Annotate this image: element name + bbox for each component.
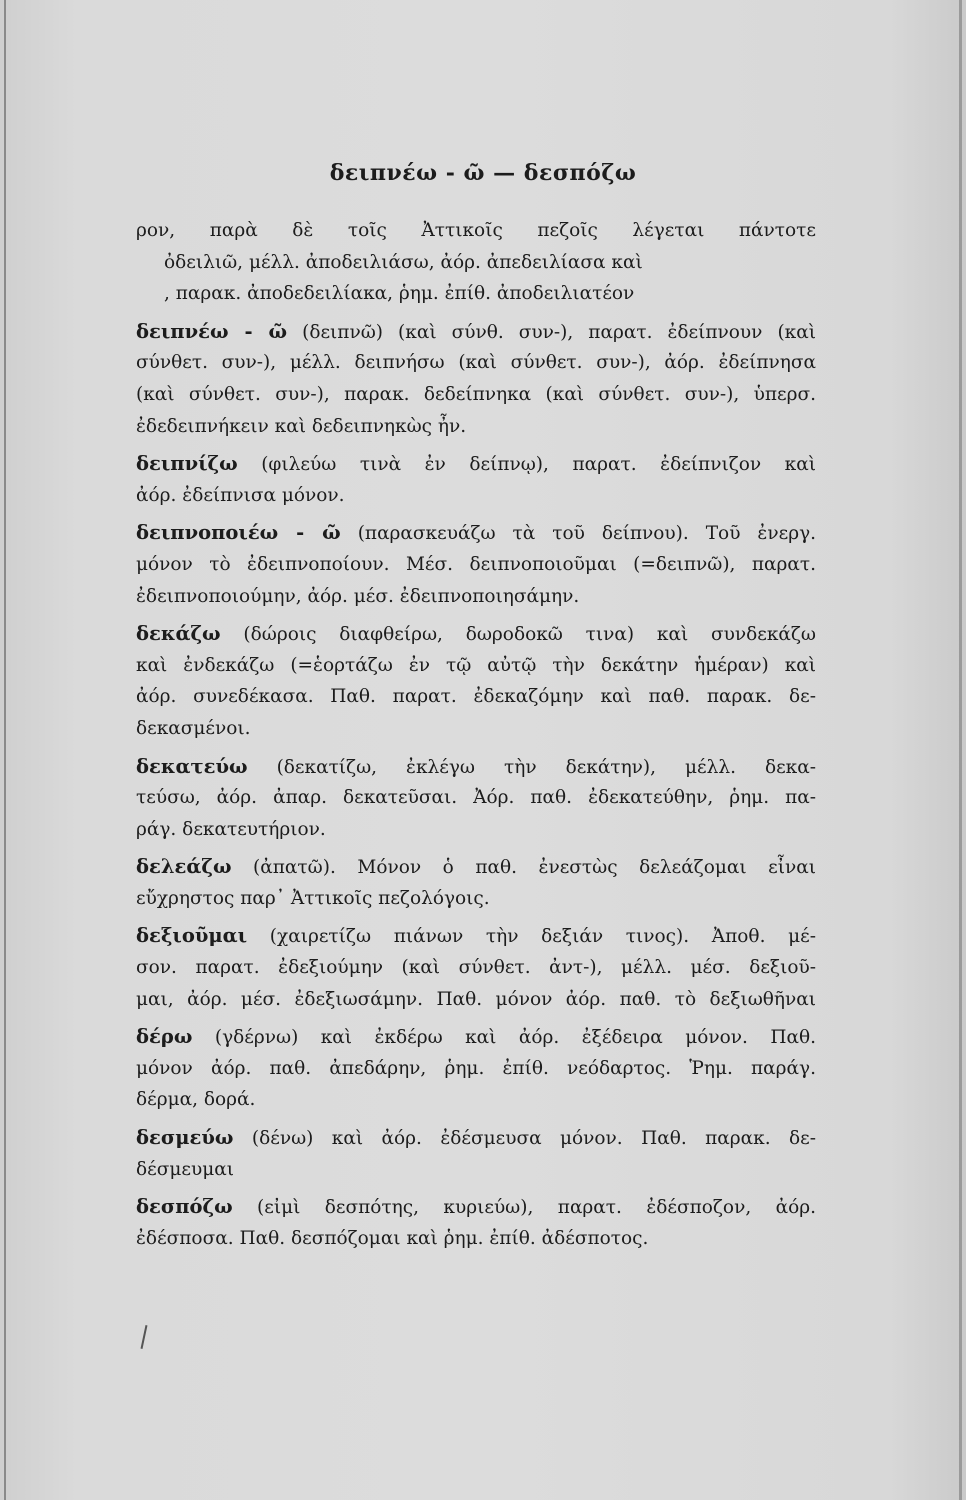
line-text: μόνον τὸ ἐδειπνοποίουν. Μέσ. δειπνοποιοῦμαι (=δειπνῶ), παρατ. — [136, 553, 816, 575]
entry-headword-line — [136, 920, 816, 952]
text-line — [136, 984, 816, 1016]
line-text: , παρακ. ἀποδεδειλίακα, ῥημ. ἐπίθ. ἀποδειλιατέον — [164, 283, 635, 305]
page-edge-left — [4, 0, 6, 1500]
line-text: μόνον ἀόρ. παθ. ἀπεδάρην, ῥημ. ἐπίθ. νεόδαρτος. Ῥημ. παράγ. — [136, 1057, 816, 1079]
line-text: ὀδειλιῶ, μέλλ. ἀποδειλιάσω, ἀόρ. ἀπεδειλίασα καὶ — [164, 251, 643, 273]
headword: δειπνοποιέω - ῶ — [136, 521, 341, 545]
line-text: τεύσω, ἀόρ. ἀπαρ. δεκατεῦσαι. Ἀόρ. παθ. ἐδεκατεύθην, ῥημ. πα- — [136, 787, 816, 809]
text-line — [136, 650, 816, 682]
page-edge-right — [959, 0, 962, 1500]
text-line — [136, 247, 816, 279]
line-text: (δειπνῶ) (καὶ σύνθ. συν-), παρατ. ἐδείπνουν (καὶ — [287, 321, 816, 343]
line-text: ἐδειπνοποιούμην, ἀόρ. μέσ. ἐδειπνοποιησάμην. — [136, 585, 580, 607]
text-line — [136, 411, 816, 443]
headword: δέρω — [136, 1025, 193, 1049]
line-text: δέσμευμαι — [136, 1158, 234, 1180]
headword: δεξιοῦμαι — [136, 924, 248, 948]
line-text: ἀόρ. ἐδείπνισα μόνον. — [136, 484, 345, 506]
entry-headword-line — [136, 316, 816, 348]
entry-headword-line — [136, 1122, 816, 1154]
text-line — [136, 782, 816, 814]
headword: δεσμεύω — [136, 1126, 234, 1150]
text-line — [136, 883, 816, 915]
running-head: δειπνέω - ῶ — δεσπόζω — [329, 160, 637, 186]
headword: δεκάζω — [136, 622, 221, 646]
text-line — [136, 480, 816, 512]
dictionary-text — [136, 215, 816, 1254]
entry-headword-line — [136, 517, 816, 549]
entry-headword-line — [136, 851, 816, 883]
text-line — [136, 681, 816, 713]
line-text: καὶ ἐνδεκάζω (=ἑορτάζω ἐν τῷ αὐτῷ τὴν δεκάτην ἡμέραν) καὶ — [136, 654, 816, 676]
headword: δεκατεύω — [136, 754, 248, 778]
pencil-mark — [141, 1325, 148, 1349]
text-line — [136, 1223, 816, 1255]
entry-headword-line — [136, 751, 816, 783]
entry-headword-line — [136, 1021, 816, 1053]
headword: δεσπόζω — [136, 1195, 233, 1219]
line-text: δεκασμένοι. — [136, 717, 251, 739]
line-text: ράγ. δεκατευτήριον. — [136, 818, 326, 840]
line-text: (εἰμὶ δεσπότης, κυριεύω), παρατ. ἐδέσποζον, ἀόρ. — [232, 1197, 816, 1219]
text-line — [136, 713, 816, 745]
line-text: ἀόρ. συνεδέκασα. Παθ. παρατ. ἐδεκαζόμην καὶ παθ. παρακ. δε- — [136, 686, 816, 708]
text-line — [136, 952, 816, 984]
line-text: (παρασκευάζω τὰ τοῦ δείπνου). Τοῦ ἐνεργ. — [340, 523, 816, 545]
text-line — [136, 379, 816, 411]
text-line — [136, 581, 816, 613]
line-text: (ἀπατῶ). Μόνον ὁ παθ. ἐνεστὼς δελεάζομαι εἶναι — [231, 857, 816, 879]
line-text: (καὶ σύνθετ. συν-), παρακ. δεδείπνηκα (καὶ σύνθετ. συν-), ὑπερσ. — [136, 383, 816, 405]
text-line — [136, 347, 816, 379]
text-line — [136, 278, 816, 310]
line-text: σον. παρατ. ἐδεξιούμην (καὶ σύνθετ. ἀντ-), μέλλ. μέσ. δεξιοῦ- — [136, 957, 816, 979]
line-text: δέρμα, δορά. — [136, 1089, 256, 1111]
line-text: μαι, ἀόρ. μέσ. ἐδεξιωσάμην. Παθ. μόνον ἀόρ. παθ. τὸ δεξιωθῆναι — [136, 988, 816, 1010]
line-text: ρον, παρὰ δὲ τοῖς Ἀττικοῖς πεζοῖς λέγεται πάντοτε — [136, 220, 816, 241]
line-text: (δένω) καὶ ἀόρ. ἐδέσμευσα μόνον. Παθ. παρακ. δε- — [233, 1128, 816, 1150]
line-text: (γδέρνω) καὶ ἐκδέρω καὶ ἀόρ. ἐξέδειρα μόνον. Παθ. — [192, 1027, 816, 1049]
text-line — [136, 215, 816, 247]
line-text: (χαιρετίζω πιάνων τὴν δεξιάν τινος). Ἀποθ. μέ- — [247, 926, 816, 948]
entry-headword-line — [136, 618, 816, 650]
text-line — [136, 1154, 816, 1186]
headword: δελεάζω — [136, 855, 232, 879]
headword: δειπνέω - ῶ — [136, 319, 288, 343]
line-text: εὔχρηστος παρ᾽ Ἀττικοῖς πεζολόγοις. — [136, 887, 490, 909]
entry-headword-line — [136, 448, 816, 480]
line-text: (δώροις διαφθείρω, δωροδοκῶ τινα) καὶ συνδεκάζω — [220, 624, 816, 646]
line-text: σύνθετ. συν-), μέλλ. δειπνήσω (καὶ σύνθετ. συν-), ἀόρ. ἐδείπνησα — [136, 352, 816, 374]
entry-headword-line — [136, 1191, 816, 1223]
text-line — [136, 1053, 816, 1085]
text-line — [136, 814, 816, 846]
headword: δειπνίζω — [136, 452, 238, 476]
line-text: (δεκατίζω, ἐκλέγω τὴν δεκάτην), μέλλ. δεκα- — [247, 756, 816, 778]
text-line — [136, 549, 816, 581]
text-line — [136, 1084, 816, 1116]
line-text: ἐδέσποσα. Παθ. δεσπόζομαι καὶ ῥημ. ἐπίθ. ἀδέσποτος. — [136, 1227, 649, 1249]
line-text: ἐδεδειπνήκειν καὶ δεδειπνηκὼς ἦν. — [136, 415, 467, 437]
line-text: (φιλεύω τινὰ ἐν δείπνῳ), παρατ. ἐδείπνιζον καὶ — [237, 454, 816, 476]
